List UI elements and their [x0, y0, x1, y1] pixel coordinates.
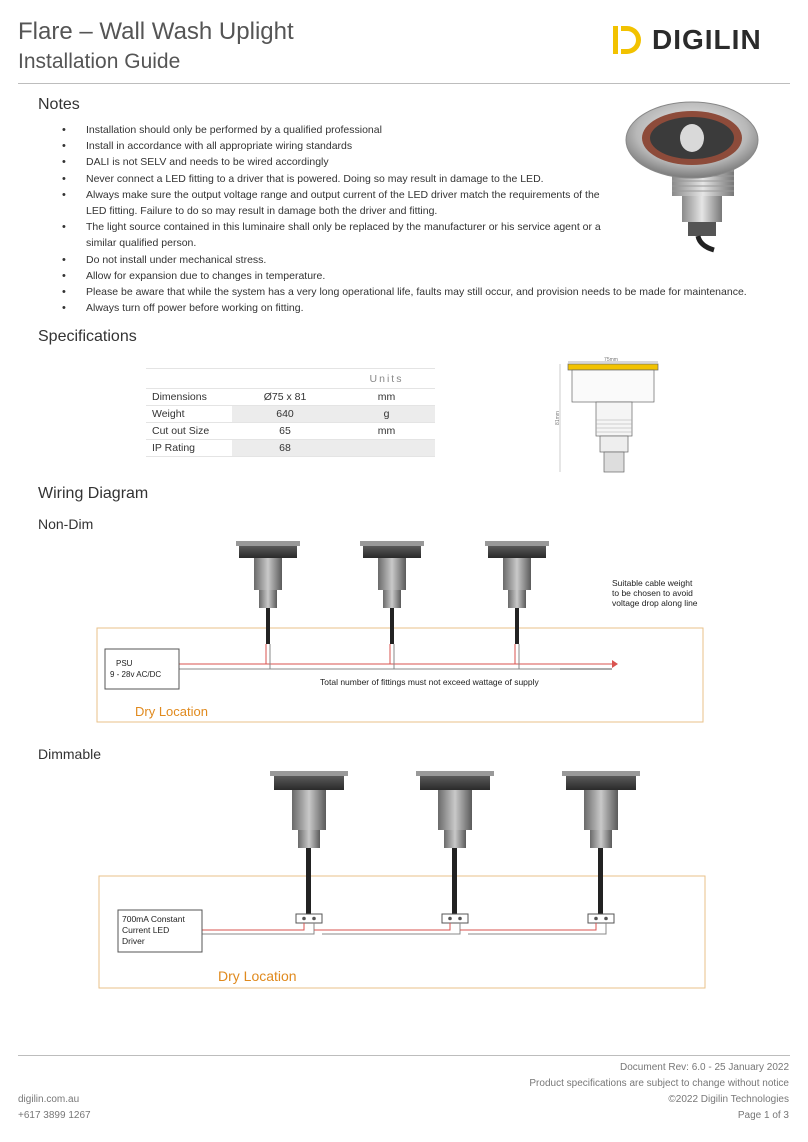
non-dim-heading: Non-Dim [38, 516, 94, 532]
fitting [416, 771, 494, 914]
list-item: • Installation should only be performed by a qualified professional [62, 122, 762, 138]
dimmable-wiring-diagram [0, 766, 808, 996]
list-item: • The light source contained in this luminaire shall only be replaced by the manufacturer or his service agent or a similar qualified person. [62, 219, 606, 251]
table-row: Cut out Size 65 mm [146, 423, 435, 440]
copyright: ©2022 Digilin Technologies [668, 1094, 789, 1105]
footer-divider [18, 1055, 790, 1056]
table-row: Weight 640 g [146, 406, 435, 423]
list-item: • Always make sure the output voltage range and output current of the LED driver match the requirements of the LED fitting. Failure to do so may result in damage both the driver and fitting. [62, 187, 606, 219]
fitting [360, 541, 424, 669]
fitting [236, 541, 300, 669]
page-number: Page 1 of 3 [737, 1110, 789, 1121]
product-photo [622, 100, 772, 250]
cable-note-line-1: Suitable cable weight [612, 578, 693, 588]
psu-voltage-label: 9 - 28v AC/DC [110, 670, 162, 679]
list-item: • Always turn off power before working on fitting. [62, 300, 762, 316]
psu-label: PSU [116, 659, 133, 668]
fitting [270, 771, 348, 914]
digilin-logo [610, 22, 762, 58]
terminal-block [296, 914, 322, 923]
disclaimer: Product specifications are subject to change without notice [529, 1078, 789, 1089]
digilin-logo-icon [610, 22, 646, 58]
dimension-drawing [556, 354, 666, 480]
document-revision: Document Rev: 6.0 - 25 January 2022 [620, 1062, 789, 1073]
document-subtitle: Installation Guide [18, 50, 181, 73]
table-header-row [146, 369, 435, 389]
notes-heading: Notes [38, 96, 80, 113]
specifications-table [146, 368, 435, 457]
list-item: • Install in accordance with all appropriate wiring standards [62, 138, 762, 154]
driver-label-line-1: 700mA Constant [122, 914, 185, 924]
document-title: Flare – Wall Wash Uplight [18, 18, 294, 45]
logo-text: DIGILIN [652, 24, 762, 55]
width-label: 75mm [604, 357, 618, 363]
cable-note-line-2: to be chosen to avoid [612, 588, 693, 598]
units-header: Units [338, 369, 435, 389]
cable-note-line-3: voltage drop along line [612, 598, 698, 608]
list-item: • Allow for expansion due to changes in temperature. [62, 268, 762, 284]
dry-location-label: Dry Location [135, 704, 208, 719]
dimmable-heading: Dimmable [38, 746, 102, 762]
table-row: IP Rating 68 [146, 440, 435, 457]
fitting [562, 771, 640, 914]
driver-label-line-3: Driver [122, 936, 145, 946]
terminal-block [588, 914, 614, 923]
fitting [485, 541, 549, 669]
list-item: • Never connect a LED fitting to a driver that is powered. Doing so may result in damage to the LED. [62, 171, 762, 187]
height-label: 81mm [555, 411, 561, 425]
table-row: Dimensions Ø75 x 81 mm [146, 389, 435, 406]
non-dim-wiring-diagram [0, 536, 808, 728]
list-item: • DALI is not SELV and needs to be wired accordingly [62, 154, 762, 170]
header-divider [18, 83, 790, 84]
list-item: • Please be aware that while the system has a very long operational life, faults may still occur, and provision needs to be made for maintenance. [62, 284, 762, 300]
specifications-heading: Specifications [38, 328, 137, 345]
phone-number: +617 3899 1267 [18, 1110, 91, 1121]
list-item: • Do not install under mechanical stress. [62, 252, 762, 268]
driver-label-line-2: Current LED [122, 925, 170, 935]
wattage-note: Total number of fittings must not exceed wattage of supply [320, 677, 539, 687]
terminal-block [442, 914, 468, 923]
wiring-heading: Wiring Diagram [38, 485, 149, 502]
dry-location-label: Dry Location [218, 968, 297, 984]
website-link[interactable]: digilin.com.au [18, 1094, 80, 1105]
psu-box [105, 649, 179, 689]
